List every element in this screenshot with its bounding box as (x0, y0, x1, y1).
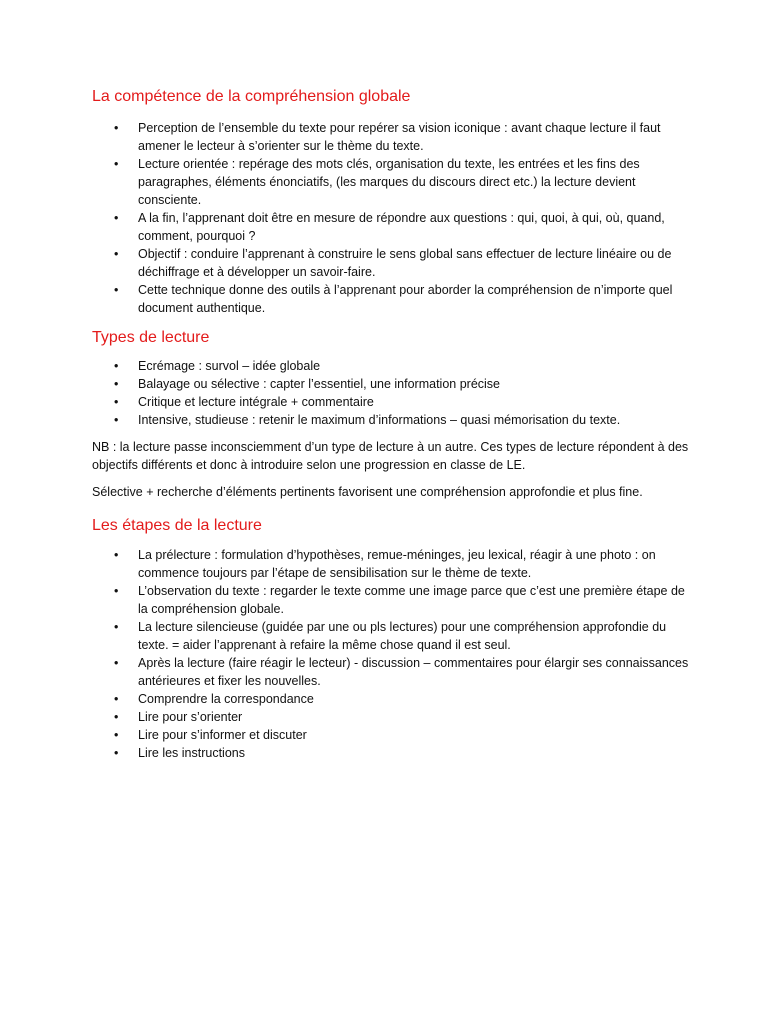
list-item: • Perception de l’ensemble du texte pour repérer sa vision iconique : avant chaque lecture il faut amener le lecteur à s’orienter sur le thème du texte. (92, 119, 692, 155)
list-item: • Intensive, studieuse : retenir le maximum d’informations – quasi mémorisation du texte. (92, 411, 692, 429)
list-item: • Balayage ou sélective : capter l’essentiel, une information précise (92, 375, 692, 393)
nb-paragraph: NB : la lecture passe inconsciemment d’un type de lecture à un autre. Ces types de lecture répondent à des objectifs différents et donc à introduire selon une progression en classe de LE. (92, 440, 689, 472)
list-item: • Ecrémage : survol – idée globale (92, 357, 692, 375)
section-heading-competence: La compétence de la compréhension globale (92, 88, 411, 105)
section-heading-etapes: Les étapes de la lecture (92, 517, 262, 534)
list-item: • Lire les instructions (92, 744, 692, 762)
document-page (92, 86, 692, 762)
list-item: • Lire pour s’orienter (92, 708, 692, 726)
list-item: • La prélecture : formulation d’hypothèses, remue-méninges, jeu lexical, réagir à une photo : on commence toujours par l’étape de sensibilisation sur le thème de texte. (92, 546, 692, 582)
selective-paragraph: Sélective + recherche d’éléments pertinents favorisent une compréhension approfondie et plus fine. (92, 485, 643, 499)
section-heading-types: Types de lecture (92, 329, 210, 346)
etapes-list (92, 546, 692, 762)
list-item: • La lecture silencieuse (guidée par une ou pls lectures) pour une compréhension approfondie du texte. = aider l’apprenant à refaire la même chose quand il est seul. (92, 618, 692, 654)
list-item: • Lecture orientée : repérage des mots clés, organisation du texte, les entrées et les fins des paragraphes, éléments énonciatifs, (les marques du discours direct etc.) la lecture devient consciente. (92, 155, 692, 209)
competence-list (92, 119, 692, 317)
types-list (92, 357, 692, 429)
list-item: • Critique et lecture intégrale + commentaire (92, 393, 692, 411)
list-item: • L’observation du texte : regarder le texte comme une image parce que c’est une première étape de la compréhension globale. (92, 582, 692, 618)
list-item: • Comprendre la correspondance (92, 690, 692, 708)
list-item: • Cette technique donne des outils à l’apprenant pour aborder la compréhension de n’importe quel document authentique. (92, 281, 692, 317)
list-item: • Lire pour s’informer et discuter (92, 726, 692, 744)
list-item: • A la fin, l’apprenant doit être en mesure de répondre aux questions : qui, quoi, à qui, où, quand, comment, pourquoi ? (92, 209, 692, 245)
list-item: • Après la lecture (faire réagir le lecteur) - discussion – commentaires pour élargir ses connaissances antérieures et fixer les nouvelles. (92, 654, 692, 690)
list-item: • Objectif : conduire l’apprenant à construire le sens global sans effectuer de lecture linéaire ou de déchiffrage et à développer un savoir-faire. (92, 245, 692, 281)
